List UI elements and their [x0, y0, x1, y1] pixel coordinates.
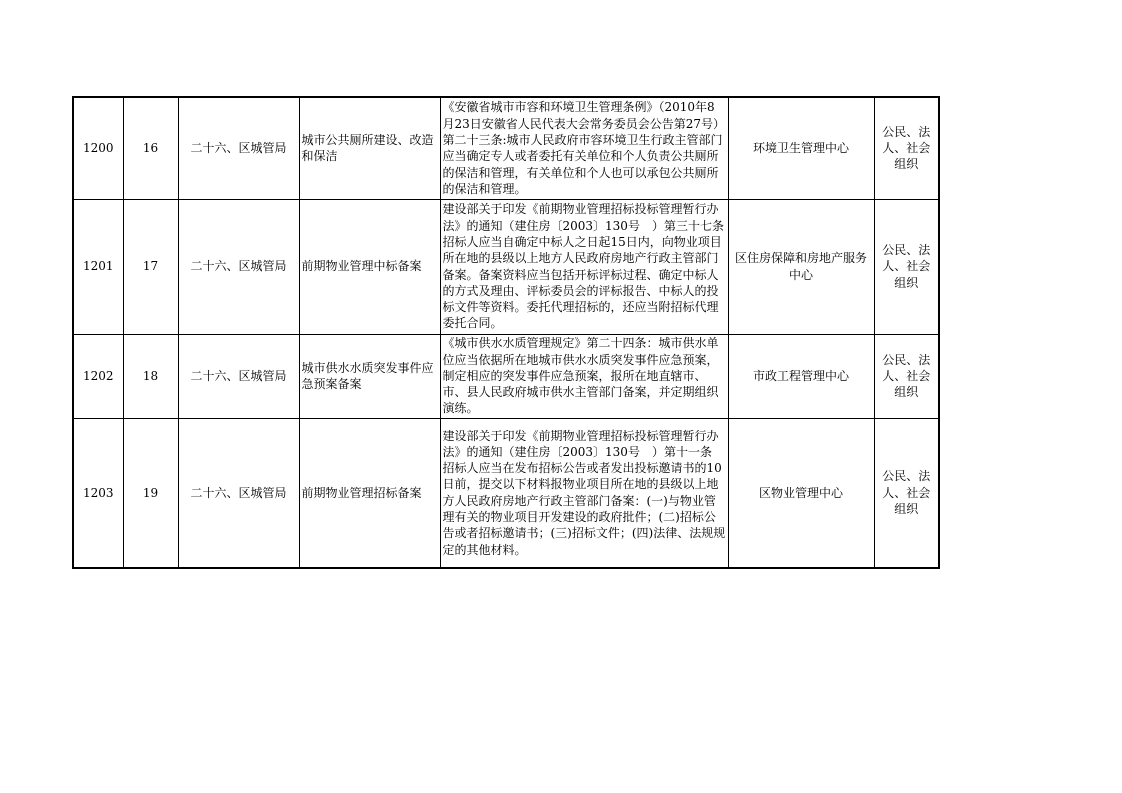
implementing-agency: 市政工程管理中心	[728, 334, 874, 418]
service-target: 公民、法人、社会组织	[874, 418, 939, 568]
row-number: 1202	[73, 334, 123, 418]
service-target: 公民、法人、社会组织	[874, 334, 939, 418]
item-name: 城市公共厕所建设、改造和保洁	[299, 97, 440, 199]
data-table	[72, 96, 940, 569]
legal-basis: 《城市供水水质管理规定》第二十四条：城市供水单位应当依据所在地城市供水水质突发事件应急预案，制定相应的突发事件应急预案，报所在地直辖市、市、县人民政府城市供水主管部门备案，并定期组织演练。	[440, 334, 728, 418]
implementing-agency: 区住房保障和房地产服务中心	[728, 199, 874, 334]
service-target: 公民、法人、社会组织	[874, 97, 939, 199]
legal-basis: 建设部关于印发《前期物业管理招标投标管理暂行办法》的通知（建住房〔2003〕130号 ）第三十七条 招标人应当自确定中标人之日起15日内，向物业项目所在地的县级以上地方人民政府房地产行政主管部门备案。备案资料应当包括开标评标过程、确定中标人的方式及理由、评标委员会的评标报告、中标人的投标文件等资料。委托代理招标的，还应当附招标代理委托合同。	[440, 199, 728, 334]
row-number: 1200	[73, 97, 123, 199]
legal-basis: 建设部关于印发《前期物业管理招标投标管理暂行办法》的通知（建住房〔2003〕130号 ）第十一条 招标人应当在发布招标公告或者发出投标邀请书的10日前，提交以下材料报物业项目所在地的县级以上地方人民政府房地产行政主管部门备案：(一)与物业管理有关的物业项目开发建设的政府批件；(二)招标公告或者招标邀请书；(三)招标文件；(四)法律、法规规定的其他材料。	[440, 418, 728, 568]
item-index: 16	[123, 97, 178, 199]
legal-basis: 《安徽省城市市容和环境卫生管理条例》（2010年8月23日安徽省人民代表大会常务委员会公告第27号）第二十三条:城市人民政府市容环境卫生行政主管部门应当确定专人或者委托有关单位和个人负责公共厕所的保洁和管理，有关单位和个人也可以承包公共厕所的保洁和管理。	[440, 97, 728, 199]
item-name: 前期物业管理招标备案	[299, 418, 440, 568]
department: 二十六、区城管局	[178, 334, 299, 418]
department: 二十六、区城管局	[178, 418, 299, 568]
table-row	[73, 418, 939, 568]
row-number: 1203	[73, 418, 123, 568]
table-row	[73, 199, 939, 334]
implementing-agency: 区物业管理中心	[728, 418, 874, 568]
implementing-agency: 环境卫生管理中心	[728, 97, 874, 199]
item-index: 19	[123, 418, 178, 568]
item-name: 前期物业管理中标备案	[299, 199, 440, 334]
table-row	[73, 97, 939, 199]
department: 二十六、区城管局	[178, 199, 299, 334]
item-index: 18	[123, 334, 178, 418]
service-target: 公民、法人、社会组织	[874, 199, 939, 334]
item-index: 17	[123, 199, 178, 334]
department: 二十六、区城管局	[178, 97, 299, 199]
row-number: 1201	[73, 199, 123, 334]
item-name: 城市供水水质突发事件应急预案备案	[299, 334, 440, 418]
table-row	[73, 334, 939, 418]
